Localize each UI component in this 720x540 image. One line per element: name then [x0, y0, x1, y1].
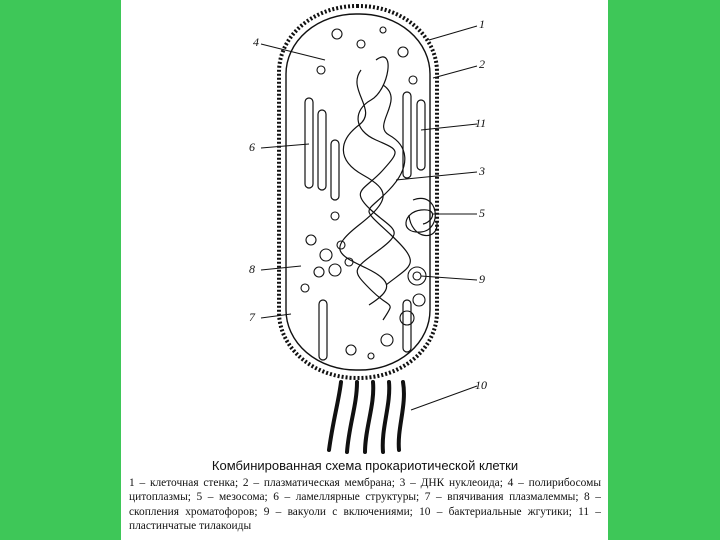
flagella: [329, 382, 404, 452]
label-5: 5: [479, 206, 485, 220]
caption-title: Комбинированная схема прокариотической клетки: [211, 458, 519, 473]
label-7: 7: [249, 310, 255, 324]
label-2: 2: [479, 57, 485, 71]
label-6: 6: [249, 140, 255, 154]
figure-caption: [129, 458, 601, 534]
page: [121, 0, 608, 540]
label-11: 11: [475, 116, 487, 130]
label-4: 4: [253, 35, 259, 49]
plasma-membrane: [286, 14, 430, 370]
prokaryotic-cell-diagram: [121, 0, 608, 458]
label-1: 1: [479, 17, 485, 31]
nucleoid-dna: [340, 57, 411, 320]
label-9: 9: [479, 272, 485, 286]
label-10: 10: [475, 378, 487, 392]
label-3: 3: [479, 164, 485, 178]
caption-legend: 1 – клеточная стенка; 2 – плазматическая мембрана; 3 – ДНК нуклеоида; 4 – полирибосомы цитоплазмы; 5 – мезосома; 6 – ламеллярные структуры; 7 – впячивания плазмалеммы; 8 – скопления хроматофоров; 9 – вакуоли с включениями; 10 – бактериальные жгутики; 11 – пластинчатые тилакоиды: [129, 477, 601, 533]
vacuoles: [301, 27, 426, 359]
label-8: 8: [249, 262, 255, 276]
cell-wall: [279, 6, 437, 378]
mesosome: [406, 198, 437, 235]
